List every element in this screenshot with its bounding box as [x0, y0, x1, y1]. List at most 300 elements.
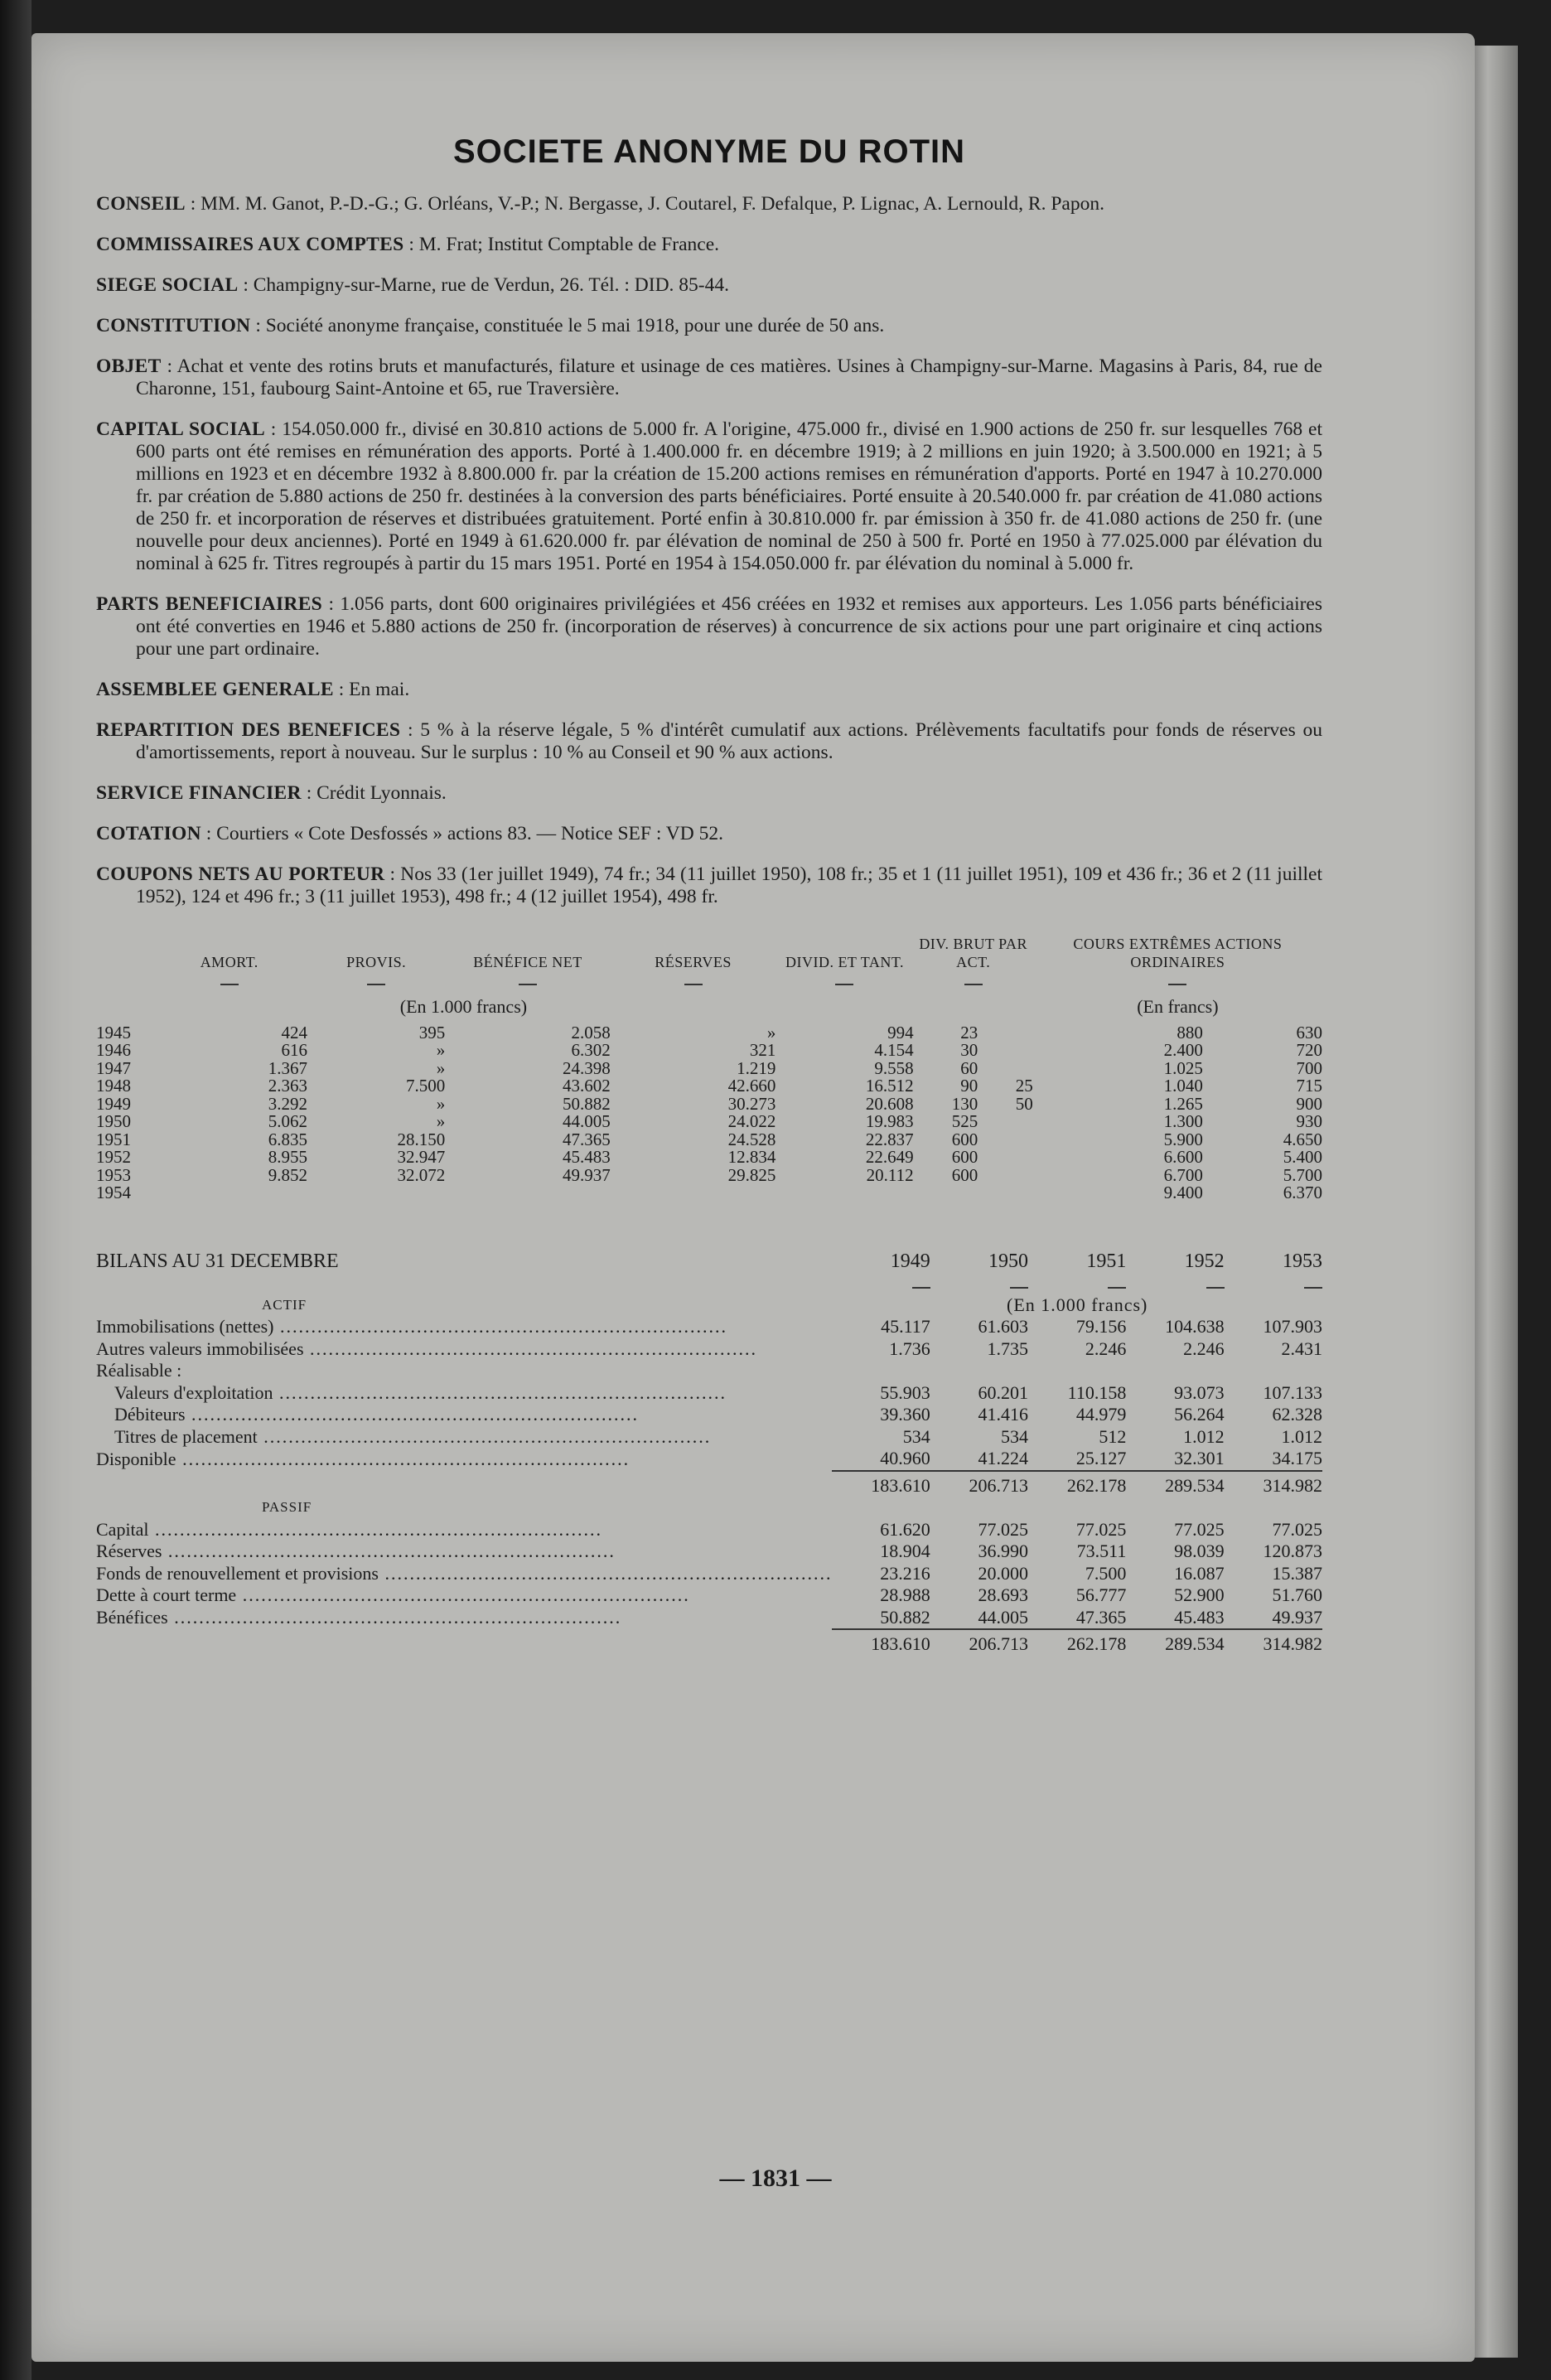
balance-value: 36.990: [978, 1541, 1029, 1561]
leader-dots: [176, 1449, 631, 1469]
balance-value: 73.511: [1076, 1541, 1127, 1561]
cell-high: 880: [1177, 1022, 1203, 1042]
cell-reserves: »: [766, 1022, 776, 1042]
cell-reserves: 24.022: [727, 1111, 776, 1131]
balance-value: 534: [1001, 1425, 1029, 1447]
balance-value: 1.736: [889, 1338, 930, 1359]
col-benefice: BÉNÉFICE NET: [445, 935, 611, 993]
cell-year: 1947: [96, 1057, 131, 1078]
cell-benefice: 2.058: [571, 1022, 611, 1042]
section-objet: [96, 356, 1322, 400]
section-conseil: [96, 193, 1322, 215]
info-sections: [96, 193, 1322, 908]
cell-reserves: 42.660: [727, 1076, 776, 1096]
cell-amort: 5.062: [268, 1111, 307, 1131]
balance-value: 25.127: [1075, 1448, 1127, 1468]
balance-value: 120.873: [1263, 1541, 1322, 1561]
cell-provis: 32.947: [397, 1147, 446, 1167]
cell-div2: [978, 1167, 1033, 1185]
passif-total-row: [96, 1629, 1322, 1656]
balance-value: 2.431: [1281, 1338, 1322, 1359]
balance-value: 107.903: [1263, 1316, 1322, 1337]
cell-benefice: 45.483: [563, 1147, 611, 1167]
cell-amort: 2.363: [268, 1076, 307, 1096]
total-value: 289.534: [1126, 1629, 1224, 1656]
row-label-text: Autres valeurs immobilisées: [96, 1338, 304, 1359]
actif-label: ACTIF: [262, 1296, 307, 1313]
cell-low: 630: [1296, 1022, 1322, 1042]
year-dash: [1028, 1272, 1126, 1294]
balance-value: 44.979: [1075, 1404, 1127, 1425]
table-row: [96, 1096, 1322, 1114]
cell-high: 1.040: [1163, 1076, 1203, 1096]
cell-year: 1949: [96, 1093, 131, 1114]
section-service-financier: [96, 782, 1322, 805]
balance-row: [96, 1426, 1322, 1449]
balance-value: 77.025: [1174, 1518, 1225, 1540]
balance-row-label: [96, 1563, 832, 1585]
balance-value: 2.246: [1183, 1338, 1225, 1359]
cell-amort: 9.852: [268, 1164, 307, 1185]
section-text: : Achat et vente des rotins bruts et manufacturés, filature et usinage de ces matières. Usines à Champigny-sur-Marne. Magasins à Paris, 84, rue de Charonne, 151, faubourg Saint-Antoine et 65, rue Traversière.: [136, 356, 1322, 399]
row-label-text: Dette à court terme: [96, 1584, 237, 1605]
cell-div2: 50: [1015, 1093, 1033, 1114]
row-label-text: Disponible: [96, 1448, 176, 1469]
cell-divid: 9.558: [874, 1057, 914, 1078]
balance-value: 98.039: [1174, 1541, 1225, 1561]
balance-value: 77.025: [978, 1518, 1029, 1540]
section-label: OBJET: [96, 356, 162, 377]
balance-row-label: [96, 1448, 832, 1471]
section-text: : Crédit Lyonnais.: [301, 782, 447, 804]
table-row: [96, 1024, 1322, 1042]
balance-row-label: [96, 1316, 832, 1338]
table-row: [96, 1042, 1322, 1060]
cell-low: 930: [1296, 1111, 1322, 1131]
cell-div1: 30: [960, 1040, 978, 1060]
balance-year: 1952: [1184, 1250, 1225, 1272]
cell-amort: 616: [281, 1040, 307, 1060]
table-row: [96, 1131, 1322, 1149]
results-table: [96, 935, 1322, 1202]
balance-value: 28.693: [978, 1584, 1029, 1605]
cell-reserves: 29.825: [727, 1164, 776, 1185]
cell-provis: 32.072: [397, 1164, 446, 1185]
balance-value: 34.175: [1272, 1448, 1322, 1468]
cell-divid: 4.154: [874, 1040, 914, 1060]
section-siege-social: [96, 274, 1322, 297]
cell-div1: 600: [951, 1129, 978, 1149]
balance-value: 56.264: [1174, 1404, 1225, 1425]
cell-divid: 22.649: [865, 1147, 914, 1167]
cell-year: 1945: [96, 1022, 131, 1042]
cell-year: 1946: [96, 1040, 131, 1060]
section-label: CONSTITUTION: [96, 315, 251, 336]
balance-block: [96, 1250, 1322, 1656]
cell-div2: [978, 1131, 1033, 1149]
balance-table: [96, 1250, 1322, 1656]
cell-divid: 19.983: [865, 1111, 914, 1131]
cell-high: 5.900: [1163, 1129, 1203, 1149]
section-parts-beneficiaires: [96, 593, 1322, 660]
year-dash: [1225, 1272, 1322, 1294]
leader-dots: [273, 1382, 727, 1403]
page-edge: [1475, 46, 1518, 2358]
cell-high: 1.025: [1163, 1057, 1203, 1078]
row-label-text: Capital: [96, 1518, 149, 1540]
col-amort: AMORT.: [152, 935, 307, 993]
balance-row-label: [96, 1338, 832, 1361]
cell-reserves: 30.273: [727, 1093, 776, 1114]
spacer: [96, 1629, 832, 1656]
balance-row-label: [96, 1382, 832, 1405]
total-value: 206.713: [930, 1629, 1028, 1656]
cell-reserves: 1.219: [737, 1057, 776, 1078]
section-label: CONSEIL: [96, 193, 186, 215]
balance-year: 1950: [988, 1250, 1029, 1272]
cell-high: 1.265: [1163, 1093, 1203, 1114]
section-label: COTATION: [96, 823, 201, 844]
balance-value: [1126, 1360, 1224, 1382]
cell-year: 1948: [96, 1076, 131, 1096]
cell-low: 700: [1296, 1057, 1322, 1078]
cell-benefice: 50.882: [563, 1093, 611, 1114]
cell-divid: [776, 1184, 913, 1202]
col-reserves: RÉSERVES: [611, 935, 776, 993]
balance-row: [96, 1584, 1322, 1607]
section-label: SIEGE SOCIAL: [96, 274, 239, 296]
table-row: [96, 1167, 1322, 1185]
balance-row: [96, 1338, 1322, 1361]
cell-year: 1954: [96, 1183, 131, 1202]
balance-value: 79.156: [1075, 1316, 1127, 1337]
balance-value: 77.025: [1075, 1518, 1127, 1540]
balance-value: 18.904: [880, 1541, 930, 1561]
total-value: 183.610: [832, 1471, 930, 1497]
section-text: : Champigny-sur-Marne, rue de Verdun, 26. Tél. : DID. 85-44.: [238, 274, 730, 296]
balance-value: 61.620: [880, 1518, 930, 1540]
cell-benefice: 43.602: [563, 1076, 611, 1096]
spacer: [96, 1471, 832, 1497]
balance-row-label: [96, 1404, 832, 1426]
leader-dots: [379, 1563, 833, 1584]
section-text: : En mai.: [333, 679, 410, 700]
results-table-block: [96, 935, 1322, 1202]
cell-year: 1950: [96, 1111, 131, 1131]
cell-div2: [978, 1113, 1033, 1131]
balance-row: [96, 1541, 1322, 1563]
balance-value: 1.012: [1183, 1425, 1225, 1447]
cell-reserves: [611, 1184, 776, 1202]
cell-low: 900: [1296, 1093, 1322, 1114]
balance-value: 40.960: [880, 1448, 930, 1468]
balance-value: 20.000: [978, 1562, 1029, 1584]
cell-div1: 90: [960, 1076, 978, 1096]
balance-value: 7.500: [1085, 1562, 1127, 1584]
balance-row: [96, 1382, 1322, 1405]
balance-value: [1225, 1360, 1322, 1382]
balance-title: BILANS AU 31 DECEMBRE: [96, 1250, 339, 1272]
row-label-text: Titres de placement: [114, 1425, 258, 1447]
section-constitution: [96, 315, 1322, 337]
balance-value: 23.216: [880, 1562, 930, 1584]
balance-value: 44.005: [978, 1606, 1029, 1628]
cell-amort: 3.292: [268, 1093, 307, 1114]
cell-div1: 600: [951, 1147, 978, 1167]
balance-year: 1951: [1086, 1250, 1127, 1272]
table-row: [96, 1060, 1322, 1078]
unit-left: (En 1.000 francs): [399, 996, 528, 1017]
cell-div1: 23: [960, 1022, 978, 1042]
balance-row-label: [96, 1519, 832, 1541]
balance-row: [96, 1607, 1322, 1630]
section-text: : Nos 33 (1er juillet 1949), 74 fr.; 34 (11 juillet 1950), 108 fr.; 35 et 1 (11 juillet 1951), 109 et 436 fr.; 36 et 2 (11 juillet 1952), 124 et 496 fr.; 3 (11 juillet 1953), 498 fr.; 4 (12 juillet 1954), 498 fr.: [136, 863, 1322, 907]
balance-value: 15.387: [1272, 1562, 1322, 1584]
cell-provis: [307, 1184, 445, 1202]
section-text: : M. Frat; Institut Comptable de France.: [403, 234, 720, 255]
section-text: : Société anonyme française, constituée le 5 mai 1918, pour une durée de 50 ans.: [250, 315, 885, 336]
cell-provis: 7.500: [406, 1076, 446, 1096]
leader-dots: [162, 1541, 616, 1561]
row-label-text: Valeurs d'exploitation: [114, 1381, 273, 1403]
total-value: 289.534: [1126, 1471, 1224, 1497]
page-title: SOCIETE ANONYME DU ROTIN: [452, 133, 966, 170]
balance-value: 110.158: [1067, 1381, 1127, 1403]
balance-header-row: [96, 1250, 1322, 1273]
cell-year: 1952: [96, 1147, 131, 1167]
total-value: 206.713: [930, 1471, 1028, 1497]
actif-total-row: [96, 1471, 1322, 1497]
cell-provis: »: [436, 1093, 446, 1114]
cell-low: 5.700: [1283, 1164, 1322, 1185]
section-label: SERVICE FINANCIER: [96, 782, 302, 804]
binding-shadow: [0, 0, 31, 2380]
section-label: REPARTITION DES BENEFICES: [96, 719, 401, 741]
total-value: 183.610: [832, 1629, 930, 1656]
cell-amort: 6.835: [268, 1129, 307, 1149]
cell-benefice: 24.398: [563, 1057, 611, 1078]
col-divid: DIVID. ET TANT.: [776, 935, 913, 993]
col-cours: COURS EXTRÊMES ACTIONS ORDINAIRES: [1033, 935, 1322, 993]
balance-value: 32.301: [1174, 1448, 1225, 1468]
cell-high: 2.400: [1163, 1040, 1203, 1060]
balance-value: 60.201: [978, 1381, 1029, 1403]
section-repartition-des-benefices: [96, 719, 1322, 764]
balance-row-label: [96, 1426, 832, 1449]
year-dash: [1126, 1272, 1224, 1294]
document-body: [96, 133, 1323, 1656]
cell-high: 9.400: [1163, 1183, 1203, 1202]
balance-value: [832, 1360, 930, 1382]
balance-value: [1028, 1360, 1126, 1382]
col-divbrut: DIV. BRUT PAR ACT.: [914, 935, 1033, 993]
balance-value: 93.073: [1174, 1381, 1225, 1403]
cell-benefice: 44.005: [563, 1111, 611, 1131]
cell-provis: 395: [418, 1022, 446, 1042]
leader-dots: [258, 1426, 712, 1447]
balance-row: [96, 1563, 1322, 1585]
balance-value: 104.638: [1165, 1316, 1225, 1337]
row-label-text: Immobilisations (nettes): [96, 1316, 274, 1337]
balance-value: 41.224: [978, 1448, 1029, 1468]
cell-amort: 8.955: [268, 1147, 307, 1167]
section-coupons-nets-au-porteur: [96, 863, 1322, 908]
section-text: : 1.056 parts, dont 600 originaires privilégiées et 456 créées en 1932 et remises aux apporteurs. Les 1.056 parts bénéficiaires ont été converties en 1946 et 5.880 actions de 250 fr. (incorporation de réserves) à concurrence de six actions pour une part originaire et cinq actions pour une part ordinaire.: [136, 593, 1322, 660]
cell-divid: 20.608: [865, 1093, 914, 1114]
row-label-text: Fonds de renouvellement et provisions: [96, 1562, 379, 1584]
cell-reserves: 321: [749, 1040, 776, 1060]
leader-dots: [168, 1607, 622, 1628]
cell-div2: [978, 1184, 1033, 1202]
cell-benefice: 49.937: [563, 1164, 611, 1185]
balance-value: 51.760: [1272, 1584, 1322, 1605]
total-value: 314.982: [1225, 1629, 1322, 1656]
balance-value: 45.483: [1174, 1606, 1225, 1628]
leader-dots: [149, 1519, 603, 1540]
total-value: 262.178: [1028, 1629, 1126, 1656]
balance-value: 1.735: [987, 1338, 1029, 1359]
balance-year: 1953: [1283, 1250, 1322, 1272]
cell-provis: »: [436, 1057, 446, 1078]
balance-value: [930, 1360, 1028, 1382]
year-dash: [832, 1272, 930, 1294]
balance-value: 61.603: [978, 1316, 1029, 1337]
cell-benefice: 6.302: [571, 1040, 611, 1060]
leader-dots: [236, 1584, 690, 1605]
balance-row: [96, 1404, 1322, 1426]
row-label-text: Réserves: [96, 1541, 162, 1561]
balance-value: 55.903: [880, 1381, 930, 1403]
balance-row: [96, 1448, 1322, 1471]
cell-year: 1951: [96, 1129, 131, 1149]
balance-unit: (En 1.000 francs): [1007, 1294, 1148, 1315]
unit-right: (En francs): [1137, 996, 1219, 1017]
total-value: 314.982: [1225, 1471, 1322, 1497]
page-number: — 1831 —: [719, 2165, 832, 2192]
table-row: [96, 1113, 1322, 1131]
cell-low: 720: [1296, 1040, 1322, 1060]
cell-high: 1.300: [1163, 1111, 1203, 1131]
cell-provis: »: [436, 1111, 446, 1131]
section-assemblee-generale: [96, 679, 1322, 701]
balance-row-label: [96, 1360, 832, 1382]
cell-amort: 1.367: [268, 1057, 307, 1078]
balance-value: 50.882: [880, 1606, 930, 1628]
cell-low: 4.650: [1283, 1129, 1322, 1149]
leader-dots: [273, 1316, 727, 1337]
balance-row-label: [96, 1607, 832, 1630]
balance-value: 534: [902, 1425, 930, 1447]
cell-div2: [978, 1042, 1033, 1060]
table-row: [96, 1077, 1322, 1096]
section-capital-social: [96, 418, 1322, 575]
section-text: : 154.050.000 fr., divisé en 30.810 actions de 5.000 fr. A l'origine, 475.000 fr., divisé en 1.900 actions de 250 fr. sur lesquelles 768 et 600 parts ont été remises en rémunération des apports. Porté à 1.400.000 fr. en décembre 1919; à 2 millions en juin 1920; à 3.500.000 en 1921; à 5 millions en 1923 et en décembre 1932 à 8.800.000 fr. par la création de 15.200 actions remises en rémunération d'apports. Porté en 1947 à 10.270.000 fr. par création de 5.880 actions de 250 fr. destinées à la conversion des parts bénéficiaires. Porté ensuite à 20.540.000 fr. par création de 41.080 actions de 250 fr. et incorporation de réserves et distribuées gratuitement. Porté enfin à 30.810.000 fr. par émission à 350 fr. de 41.080 actions de 250 fr. (une nouvelle pour deux anciennes). Porté en 1949 à 61.620.000 fr. par élévation de nominal de 250 à 500 fr. Porté en 1950 à 77.025.000 par élévation du nominal à 625 fr. Titres regroupés à partir du 15 mars 1951. Porté en 1954 à 154.050.000 fr. par élévation du nominal à 5.000 fr.: [136, 418, 1323, 574]
balance-value: 47.365: [1075, 1606, 1127, 1628]
cell-div1: [914, 1184, 978, 1202]
cell-div2: [978, 1060, 1033, 1078]
balance-value: 77.025: [1272, 1518, 1322, 1540]
cell-year: 1953: [96, 1164, 131, 1185]
cell-provis: 28.150: [397, 1129, 446, 1149]
row-label-text: Débiteurs: [114, 1404, 186, 1425]
row-label-text: Bénéfices: [96, 1607, 168, 1628]
cell-amort: [152, 1184, 307, 1202]
section-text: : Courtiers « Cote Desfossés » actions 83. — Notice SEF : VD 52.: [201, 823, 723, 844]
balance-row: [96, 1519, 1322, 1541]
section-label: PARTS BENEFICIAIRES: [96, 593, 323, 615]
cell-divid: 994: [887, 1022, 914, 1042]
cell-reserves: 12.834: [727, 1147, 776, 1167]
cell-benefice: 47.365: [563, 1129, 611, 1149]
balance-row-label: [96, 1584, 832, 1607]
cell-divid: 20.112: [866, 1164, 914, 1185]
section-label: ASSEMBLEE GENERALE: [96, 679, 334, 700]
cell-div2: [978, 1149, 1033, 1167]
cell-benefice: [445, 1184, 611, 1202]
table-row: [96, 1149, 1322, 1167]
balance-value: 56.777: [1075, 1584, 1127, 1605]
balance-value: 39.360: [880, 1404, 930, 1425]
cell-low: 6.370: [1283, 1183, 1322, 1202]
section-text: : MM. M. Ganot, P.-D.-G.; G. Orléans, V.-P.; N. Bergasse, J. Coutarel, F. Defalque, P. Lignac, A. Lernould, R. Papon.: [185, 193, 1104, 215]
balance-value: 2.246: [1085, 1338, 1127, 1359]
balance-value: 1.012: [1281, 1425, 1322, 1447]
balance-value: 62.328: [1272, 1404, 1322, 1425]
cell-div1: 525: [951, 1111, 978, 1131]
balance-row: [96, 1360, 1322, 1382]
cell-div2: 25: [1015, 1076, 1033, 1096]
leader-dots: [186, 1404, 640, 1425]
balance-value: 41.416: [978, 1404, 1029, 1425]
balance-value: 49.937: [1272, 1606, 1322, 1628]
cell-divid: 22.837: [865, 1129, 914, 1149]
year-dash: [930, 1272, 1028, 1294]
cell-low: 5.400: [1283, 1147, 1322, 1167]
section-text: : 5 % à la réserve légale, 5 % d'intérêt cumulatif aux actions. Prélèvements facultatifs pour fonds de réserves ou d'amortissements, report à nouveau. Sur le surplus : 10 % au Conseil et 90 % aux actions.: [136, 719, 1323, 763]
cell-high: 6.600: [1163, 1147, 1203, 1167]
cell-low: 715: [1296, 1076, 1322, 1096]
balance-value: 28.988: [880, 1584, 930, 1605]
section-label: COUPONS NETS AU PORTEUR: [96, 863, 385, 885]
section-cotation: [96, 823, 1322, 845]
balance-year: 1949: [890, 1250, 930, 1272]
row-label-text: Réalisable :: [96, 1360, 182, 1381]
balance-value: 16.087: [1174, 1562, 1225, 1584]
balance-row: [96, 1316, 1322, 1338]
cell-high: 6.700: [1163, 1164, 1203, 1185]
section-commissaires-aux-comptes: [96, 234, 1322, 256]
spacer: [96, 1272, 832, 1294]
cell-reserves: 24.528: [727, 1129, 776, 1149]
cell-div2: [978, 1024, 1033, 1042]
passif-label: PASSIF: [262, 1499, 312, 1515]
balance-value: 45.117: [881, 1316, 930, 1337]
cell-divid: 16.512: [865, 1076, 914, 1096]
leader-dots: [304, 1338, 758, 1359]
balance-value: 107.133: [1263, 1381, 1322, 1403]
spacer: [832, 1497, 1322, 1519]
total-value: 262.178: [1028, 1471, 1126, 1497]
balance-value: 52.900: [1174, 1584, 1225, 1605]
cell-div1: 600: [951, 1164, 978, 1185]
balance-value: 512: [1099, 1425, 1127, 1447]
section-label: COMMISSAIRES AUX COMPTES: [96, 234, 404, 255]
balance-row-label: [96, 1541, 832, 1563]
table-row: [96, 1184, 1322, 1202]
section-label: CAPITAL SOCIAL: [96, 418, 265, 440]
cell-div1: 60: [960, 1057, 978, 1078]
cell-amort: 424: [281, 1022, 307, 1042]
